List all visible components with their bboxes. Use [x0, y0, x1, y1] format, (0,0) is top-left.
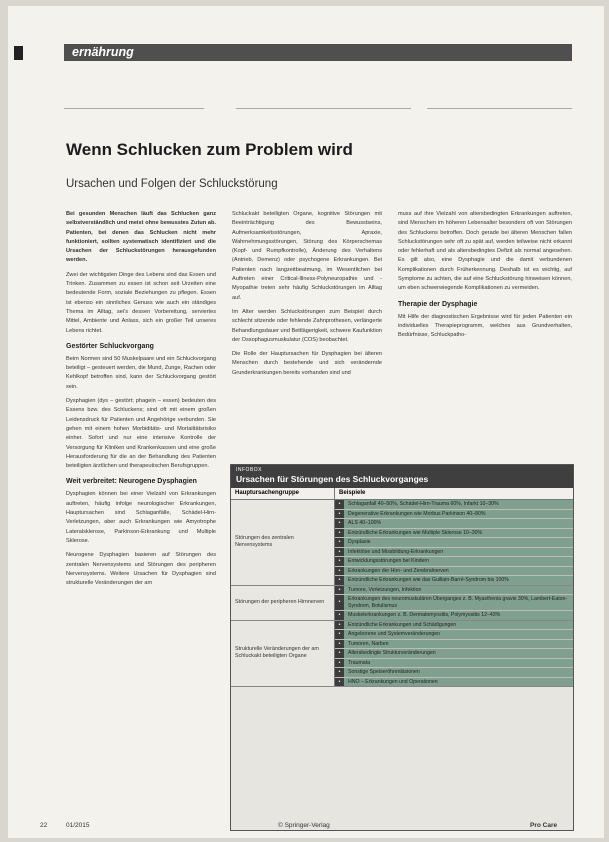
example-cell: ALS 40–100%: [344, 519, 573, 528]
group-items: [335, 500, 573, 585]
text-column-3: [398, 210, 572, 346]
infobox-tag: INFOBOX: [236, 467, 263, 473]
table-row: [335, 611, 573, 620]
table-row: [335, 659, 573, 669]
example-cell: Entzündliche Erkrankungen wie Multiple Sklerose 10–30%: [344, 529, 573, 538]
example-cell: Traumata: [344, 659, 573, 668]
paragraph: Neurogene Dysphagien basieren auf Störungen des zentralen Nervensystems und Störungen des peripheren Nervensystems. Weitere Ursachen für Dysphagien sind strukturelle Veränderungen der am: [66, 552, 216, 587]
table-row: [335, 519, 573, 529]
example-cell: Angeborene und Systemveränderungen: [344, 630, 573, 639]
bullet-icon: •: [335, 586, 344, 595]
bullet-icon: •: [335, 576, 344, 585]
table-row: [335, 548, 573, 558]
infobox-header: [231, 465, 573, 488]
bullet-icon: •: [335, 640, 344, 649]
divider: [64, 108, 204, 109]
example-cell: Tumoren, Narben: [344, 640, 573, 649]
divider: [236, 108, 411, 109]
article-subtitle: Ursachen und Folgen der Schluckstörung: [66, 178, 278, 190]
example-cell: Degenerative Erkrankungen wie Morbus Parkinson 40–80%: [344, 510, 573, 519]
subheading: Gestörter Schluckvorgang: [66, 342, 154, 350]
infobox-title: Ursachen für Störungen des Schluckvorganges: [236, 474, 429, 484]
example-cell: Entwicklungsstörungen bei Kindern: [344, 557, 573, 566]
table-group: [231, 500, 573, 586]
paragraph: Beim Normen sind 50 Muskelpaare und ein Schluckvorgang beteiligt – gesteuert werden, die Mund, Zunge, Rachen oder Kehlkopf betroffen sind, kann der Schluckvorgang gestört sein.: [66, 355, 216, 390]
example-cell: Infektiöse und Missbildung-Erkrankungen: [344, 548, 573, 557]
brand-name: Pro Care: [530, 822, 558, 829]
column-header-examples: Beispiele: [339, 490, 366, 496]
bullet-icon: •: [335, 630, 344, 639]
group-items: [335, 621, 573, 687]
example-cell: Entzündliche Erkrankungen und Schädigungen: [344, 621, 573, 630]
bullet-icon: •: [335, 595, 344, 610]
bullet-icon: •: [335, 659, 344, 668]
example-cell: Altersbedingte Strukturveränderungen: [344, 649, 573, 658]
text-column-1: [66, 210, 216, 593]
table-body: [231, 500, 573, 687]
example-cell: Erkrankungen der Hirn- und Zerebralnerven: [344, 567, 573, 576]
paragraph: Bei gesunden Menschen läuft das Schlucken ganz selbstverständlich und meist ohne bewusstes Zutun ab. Patienten, bei denen das Schlucken nicht mehr funktioniert, sollten systematisch identifiziert und die Ursachen der Schluckstörungen herausgefunden werden.: [66, 211, 216, 264]
paragraph: Die Rolle der Hauptursachen für Dysphagien bei älteren Menschen durch bestehende und sich verändernde Grunderkrankungen bereits vorhanden sind und: [232, 351, 382, 376]
table-row: [335, 538, 573, 548]
paragraph: Schluckakt beteiligten Organe, kognitive Störungen mit Beeinträchtigung des Bewusstseins, Aufmerksamkeitsstörungen, Apraxie, Wahrnehmungsstörungen, Störung des Körperschemas (Kopf- und Rumpfkontrolle), Änderung des Verhaltens (Antrieb, Demenz) oder psychogene Erkrankungen. Bei Patienten nach langzeitbeatmung, im Wesentlichen bei Auftreten einer Critical-Illness-Polyneuropathie und -Myopathie treten sehr häufig Schluckstörungen im Alltag auf.: [232, 211, 382, 301]
paragraph: Dysphagien (dys – gestört; phagein – essen) bedeuten des Essens bzw. des Schluckens; sind oft mit einem großen Leidensdruck für Patienten und Angehörige verbunden. Sie gehen mit einem hohen Morbiditäts- und Mortalitätsrisiko einher. Sofort und nur eine intensive Kontrolle der Versorgung für Kliniken und Krankenkassen und eine große Herausforderung für die an der Behandlung des Patienten beteiligten ärztlichen und therapeutischen Berufsgruppen.: [66, 398, 216, 470]
bullet-icon: •: [335, 678, 344, 687]
example-cell: Sonstige Speiseröhrenläsionen: [344, 668, 573, 677]
bullet-icon: •: [335, 500, 344, 509]
text-column-2: [232, 210, 382, 383]
example-cell: Entzündliche Erkrankungen wie das Guillain-Barré-Syndrom bis 100%: [344, 576, 573, 585]
bullet-icon: •: [335, 649, 344, 658]
table-group: [231, 621, 573, 688]
paragraph: muss auf ihre Vielzahl von altersbedingten Erkrankungen auftreten, sind Menschen im höheren Lebensalter besonders oft von Störungen des Schluckens betroffen. Doch gerade bei älteren Menschen fallen Schluckstörungen sehr oft zu spät auf, werden teilweise nicht erkannt oder fehlerhaft und als altersbedingtes Defizit als normal angesehen. Es gilt also, eine Dysphagie und die damit verbundenen Komplikationen durch Früherkennung. Deshalb ist es wichtig, auf Symptome zu achten, die auf eine Schluckstörung hinweisen können, um eben schwerwiegende Komplikationen zu vermeiden.: [398, 211, 572, 292]
table-row: [335, 621, 573, 631]
table-row: [335, 630, 573, 640]
infobox-table: [230, 464, 574, 831]
example-cell: Schlaganfall 40–50%, Schädel-Hirn-Trauma 60%, Infarkt 10–30%: [344, 500, 573, 509]
table-row: [335, 640, 573, 650]
example-cell: HNO – Erkrankungen und Operationen: [344, 678, 573, 687]
section-header: ernährung: [64, 44, 572, 61]
group-items: [335, 586, 573, 620]
table-row: [335, 586, 573, 596]
table-row: [335, 595, 573, 611]
bullet-icon: •: [335, 621, 344, 630]
bullet-icon: •: [335, 548, 344, 557]
bullet-icon: •: [335, 668, 344, 677]
subheading: Therapie der Dysphagie: [398, 300, 478, 308]
table-row: [335, 668, 573, 678]
paragraph: Mit Hilfe der diagnostischen Ergebnisse wird für jeden Patienten ein individuelles Therapieprogramm, welches aus Grundverhalten, Bedürfnisse, Schluckpatho-: [398, 313, 572, 339]
example-cell: Erkrankungen des neuromuskulären Überganges z. B. Myasthenia gravis 30%, Lambert-Eaton-Syndrom, Botulismus: [344, 595, 573, 610]
divider: [427, 108, 572, 109]
table-row: [335, 649, 573, 659]
bullet-icon: •: [335, 557, 344, 566]
table-row: [335, 510, 573, 520]
edge-marker: [14, 46, 23, 60]
article-title: Wenn Schlucken zum Problem wird: [66, 140, 353, 159]
example-cell: Tumore, Verletzungen, Infektion: [344, 586, 573, 595]
table-row: [335, 500, 573, 510]
page-number: 22: [40, 822, 48, 829]
group-label: Störungen des zentralen Nervensystems: [231, 500, 335, 585]
bullet-icon: •: [335, 529, 344, 538]
table-row: [335, 678, 573, 687]
paragraph: Dysphagien können bei einer Vielzahl von Erkrankungen auftreten, häufig infolge neurologischer Erkrankungen, Hauptursachen sind Schlaganfälle, Schädel-Hirn-Verletzungen, aber auch Erkrankungen wie Amyotrophe Lateralsklerose, Parkinson-Erkrankung und Multiple Sklerose.: [66, 491, 216, 544]
example-cell: Muskelerkrankungen z. B. Dermatomyositis, Polymyositis 12–43%: [344, 611, 573, 620]
table-row: [335, 557, 573, 567]
paragraph: Im Alter werden Schluckstörungen zum Beispiel durch schlecht sitzende oder fehlende Zahnprothesen, verlängerte Behandlungsdauer und Bettlägerigkeit, schwere Kaufunktion der Ossophagusmuskulatur (COS) beobachtet.: [232, 308, 382, 343]
bullet-icon: •: [335, 510, 344, 519]
subheading: Weit verbreitet: Neurogene Dysphagien: [66, 478, 197, 486]
table-header: [231, 488, 573, 500]
bullet-icon: •: [335, 567, 344, 576]
column-header-cause-group: Hauptursachengruppe: [231, 488, 335, 499]
bullet-icon: •: [335, 538, 344, 547]
table-row: [335, 576, 573, 585]
group-label: Strukturelle Veränderungen der am Schluckakt beteiligten Organe: [231, 621, 335, 687]
issue-number: 01/2015: [66, 822, 90, 829]
bullet-icon: •: [335, 519, 344, 528]
bullet-icon: •: [335, 611, 344, 620]
example-cell: Dysplasie: [344, 538, 573, 547]
publisher: © Springer-Verlag: [278, 822, 330, 829]
table-row: [335, 529, 573, 539]
group-label: Störungen der peripheren Hirnnerven: [231, 586, 335, 620]
table-group: [231, 586, 573, 621]
table-row: [335, 567, 573, 577]
paragraph: Zwei der wichtigsten Dinge des Lebens sind das Essen und Trinken. Zusammen zu essen ist schon seit Urzeiten eine bedeutende Form, soziale Beziehungen zu pflegen. Essen ist ebenso ein sinnliches Genuss wie auch ein ständiges Thema im Alltag, sei's dessen Vorbereitung, serviertes Mittel, Ambiente und Anlass, sich ein großer Teil unseres Lebens richtet.: [66, 271, 216, 334]
